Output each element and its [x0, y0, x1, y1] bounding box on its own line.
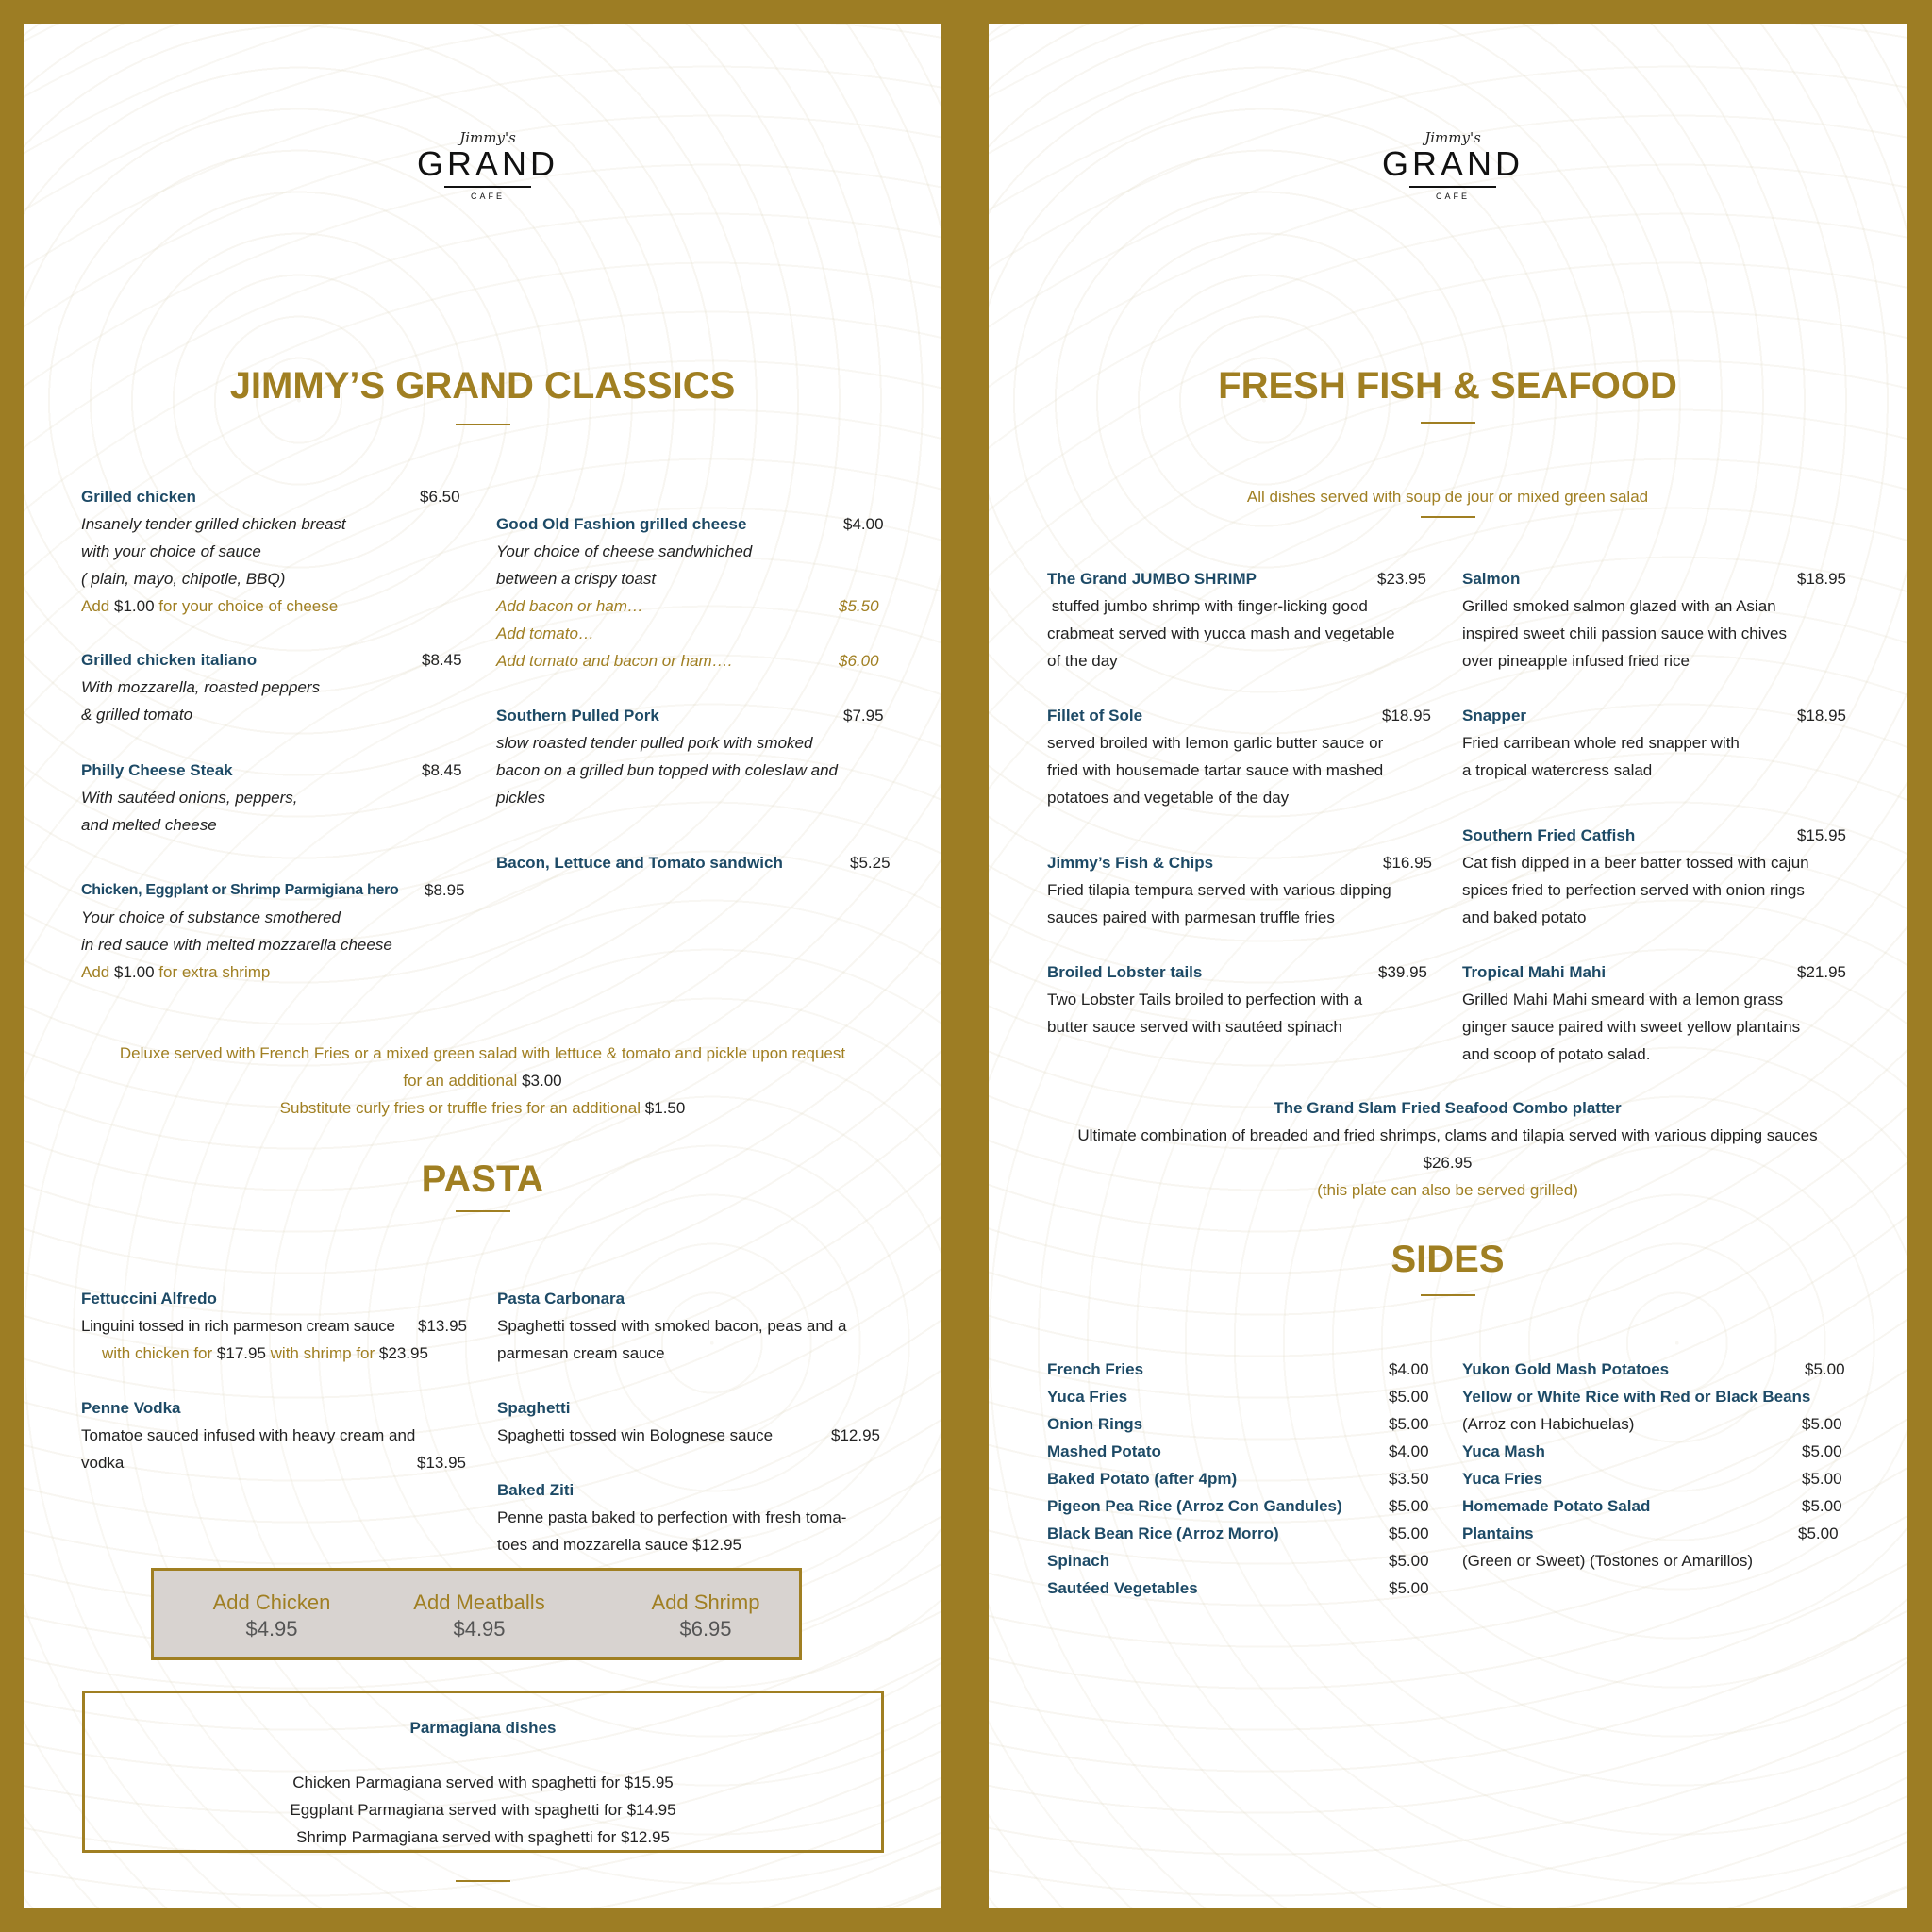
item-desc: Spaghetti tossed with smoked bacon, peas and a — [497, 1317, 847, 1335]
item-desc: and melted cheese — [81, 816, 217, 834]
side-price: $5.00 — [1389, 1497, 1429, 1515]
item-desc: Ultimate combination of breaded and fried shrimps, clams and tilapia served with various dipping sauces — [1077, 1126, 1818, 1144]
item-name: Jimmy’s Fish & Chips — [1047, 854, 1214, 872]
logo-rule — [444, 186, 531, 188]
side-name: Yuca Fries — [1047, 1388, 1128, 1406]
item-name: Good Old Fashion grilled cheese — [496, 515, 747, 533]
parmagiana-line: Eggplant Parmagiana served with spaghetti for $14.95 — [290, 1801, 676, 1819]
deluxe-text: for an additional — [403, 1072, 518, 1090]
item-desc: Fried tilapia tempura served with various dipping — [1047, 881, 1391, 899]
deluxe-line — [24, 1094, 941, 1122]
side-name: Sautéed Vegetables — [1047, 1579, 1198, 1597]
side-price: $5.00 — [1802, 1415, 1842, 1433]
logo-sub: CAFÉ — [470, 192, 505, 201]
seafood-divider — [1421, 422, 1475, 424]
parmagiana-line: Shrimp Parmagiana served with spaghetti for $12.95 — [296, 1828, 670, 1846]
deluxe-text: Substitute curly fries or truffle fries for an additional — [279, 1099, 641, 1117]
sides-title: SIDES — [1391, 1239, 1505, 1280]
bottom-divider — [456, 1880, 510, 1882]
addon-shrimp — [625, 1590, 786, 1642]
addon-label: Add Chicken — [212, 1591, 331, 1614]
note-divider — [1421, 516, 1475, 518]
side-price: $4.00 — [1389, 1442, 1429, 1460]
addon-meatballs — [390, 1590, 569, 1642]
item-price: $8.95 — [425, 881, 465, 899]
grand-cafe-logo — [389, 129, 587, 201]
item-desc: Your choice of cheese sandwhiched — [496, 542, 753, 560]
left-menu-page — [24, 24, 941, 1908]
item-price: $16.95 — [1383, 854, 1432, 872]
seafood-title: FRESH FISH & SEAFOOD — [1218, 365, 1677, 407]
item-price: $18.95 — [1382, 707, 1431, 724]
item-name: Grilled chicken — [81, 488, 196, 506]
item-price: $6.50 — [420, 488, 460, 506]
item-desc: a tropical watercress salad — [1462, 761, 1653, 779]
item-option: Add tomato… — [496, 625, 594, 642]
item-desc: Spaghetti tossed win Bolognese sauce — [497, 1426, 774, 1444]
addon-text: for your choice of cheese — [158, 597, 339, 615]
item-price: $13.95 — [417, 1454, 466, 1472]
item-desc: Penne pasta baked to perfection with fresh toma- — [497, 1508, 847, 1526]
item-price: $12.95 — [691, 1536, 741, 1554]
side-price: $5.00 — [1389, 1552, 1429, 1570]
side-price: $5.00 — [1389, 1579, 1429, 1597]
side-name: Spinach — [1047, 1552, 1110, 1570]
item-price: $4.00 — [843, 515, 884, 533]
item-name: Fettuccini Alfredo — [81, 1290, 217, 1307]
item-desc: sauces paired with parmesan truffle fries — [1047, 908, 1335, 926]
right-menu-page — [989, 24, 1907, 1908]
deluxe-line — [24, 1067, 941, 1094]
item-name: Grilled chicken italiano — [81, 651, 258, 669]
item-price: $5.25 — [850, 854, 891, 872]
side-price: $5.00 — [1802, 1470, 1842, 1488]
item-price: $8.45 — [422, 761, 462, 779]
deluxe-price: $1.50 — [644, 1099, 686, 1117]
item-desc-text: toes and mozzarella sauce — [497, 1536, 689, 1554]
side-price: $5.00 — [1805, 1360, 1845, 1378]
item-desc: ginger sauce paired with sweet yellow plantains — [1462, 1018, 1801, 1036]
item-price: $8.45 — [422, 651, 462, 669]
item-desc: Tomatoe sauced infused with heavy cream and — [81, 1426, 416, 1444]
item-desc: stuffed jumbo shrimp with finger-licking good — [1047, 597, 1368, 615]
side-name: Pigeon Pea Rice (Arroz Con Gandules) — [1047, 1497, 1342, 1515]
item-price: $39.95 — [1378, 963, 1427, 981]
addon-price: $4.95 — [245, 1617, 298, 1641]
side-price: $5.00 — [1802, 1497, 1842, 1515]
item-desc: parmesan cream sauce — [497, 1344, 665, 1362]
pasta-divider — [456, 1210, 510, 1212]
logo-rule — [1409, 186, 1496, 188]
item-addon-note — [81, 592, 338, 620]
side-price: $5.00 — [1802, 1442, 1842, 1460]
item-desc: Two Lobster Tails broiled to perfection with a — [1047, 991, 1363, 1008]
item-name: Chicken, Eggplant or Shrimp Parmigiana hero — [81, 882, 399, 898]
logo-sub: CAFÉ — [1435, 192, 1470, 201]
addon-text: for extra shrimp — [158, 963, 271, 981]
parmagiana-title: Parmagiana dishes — [409, 1719, 557, 1737]
addon-label: Add Shrimp — [651, 1591, 760, 1614]
item-name: Snapper — [1462, 707, 1527, 724]
item-desc: over pineapple infused fried rice — [1462, 652, 1690, 670]
side-name: French Fries — [1047, 1360, 1144, 1378]
item-note: (this plate can also be served grilled) — [1317, 1181, 1578, 1199]
item-desc: Fried carribean whole red snapper with — [1462, 734, 1740, 752]
item-desc: ( plain, mayo, chipotle, BBQ) — [81, 570, 286, 588]
item-addon-note — [81, 958, 270, 986]
item-desc: Your choice of substance smothered — [81, 908, 341, 926]
addon-price: $1.00 — [113, 597, 155, 615]
parmagiana-box — [82, 1690, 884, 1853]
item-name: Southern Pulled Pork — [496, 707, 659, 724]
item-name: Pasta Carbonara — [497, 1290, 625, 1307]
item-name: Salmon — [1462, 570, 1521, 588]
item-desc: between a crispy toast — [496, 570, 657, 588]
addon-price: $23.95 — [378, 1344, 428, 1362]
addon-label: Add Meatballs — [413, 1591, 545, 1614]
deluxe-line: Deluxe served with French Fries or a mixed green salad with lettuce & tomato and pickle upon request — [119, 1044, 846, 1062]
item-desc: butter sauce served with sautéed spinach — [1047, 1018, 1342, 1036]
side-name: Yellow or White Rice with Red or Black Beans — [1462, 1388, 1811, 1406]
side-name: Onion Rings — [1047, 1415, 1143, 1433]
item-desc: potatoes and vegetable of the day — [1047, 789, 1290, 807]
item-desc: vodka — [81, 1454, 125, 1472]
item-price: $21.95 — [1797, 963, 1846, 981]
item-name: Southern Fried Catfish — [1462, 826, 1636, 844]
item-desc: Insanely tender grilled chicken breast — [81, 515, 346, 533]
item-desc: bacon on a grilled bun topped with coleslaw and — [496, 761, 838, 779]
side-sub: (Arroz con Habichuelas) — [1462, 1415, 1635, 1433]
sides-divider — [1421, 1294, 1475, 1296]
item-price: $12.95 — [831, 1426, 880, 1444]
classics-title: JIMMY’S GRAND CLASSICS — [229, 365, 736, 407]
side-name: Plantains — [1462, 1524, 1534, 1542]
addon-text: with shrimp for — [270, 1344, 375, 1362]
side-name: Mashed Potato — [1047, 1442, 1161, 1460]
item-desc: served broiled with lemon garlic butter sauce or — [1047, 734, 1384, 752]
item-name: The Grand JUMBO SHRIMP — [1047, 570, 1257, 588]
parmagiana-line: Chicken Parmagiana served with spaghetti for $15.95 — [292, 1774, 674, 1791]
item-name: Fillet of Sole — [1047, 707, 1143, 724]
item-desc: pickles — [496, 789, 545, 807]
side-price: $5.00 — [1389, 1388, 1429, 1406]
item-price: $7.95 — [843, 707, 884, 724]
item-desc: Linguini tossed in rich parmeson cream sauce — [81, 1317, 395, 1335]
served-with-note: All dishes served with soup de jour or mixed green salad — [1246, 488, 1649, 506]
item-desc: spices fried to perfection served with onion rings — [1462, 881, 1805, 899]
item-name: The Grand Slam Fried Seafood Combo platter — [1274, 1099, 1622, 1117]
item-price: $23.95 — [1377, 570, 1426, 588]
side-name: Baked Potato (after 4pm) — [1047, 1470, 1238, 1488]
grand-cafe-logo — [1354, 129, 1552, 201]
item-name: Tropical Mahi Mahi — [1462, 963, 1607, 981]
side-price: $5.00 — [1798, 1524, 1839, 1542]
item-desc: Grilled Mahi Mahi smeard with a lemon grass — [1462, 991, 1784, 1008]
item-desc: & grilled tomato — [81, 706, 193, 724]
pasta-addons-box — [151, 1568, 802, 1660]
item-option-price: $6.00 — [839, 652, 879, 670]
logo-name: GRAND — [416, 144, 558, 183]
item-price: $13.95 — [418, 1317, 467, 1335]
addon-price: $6.95 — [679, 1617, 732, 1641]
item-option: Add bacon or ham… — [496, 597, 643, 615]
side-name: Homemade Potato Salad — [1462, 1497, 1651, 1515]
item-name: Philly Cheese Steak — [81, 761, 233, 779]
side-price: $5.00 — [1389, 1524, 1429, 1542]
addon-price: $4.95 — [453, 1617, 506, 1641]
side-name: Yuca Fries — [1462, 1470, 1543, 1488]
item-name: Spaghetti — [497, 1399, 571, 1417]
item-option-price: $5.50 — [839, 597, 879, 615]
pasta-title: PASTA — [421, 1158, 544, 1200]
item-desc: with your choice of sauce — [81, 542, 261, 560]
item-name: Broiled Lobster tails — [1047, 963, 1203, 981]
item-price: $15.95 — [1797, 826, 1846, 844]
addon-price: $17.95 — [216, 1344, 266, 1362]
side-name: Yuca Mash — [1462, 1442, 1545, 1460]
item-desc: With mozzarella, roasted peppers — [81, 678, 321, 696]
item-price: $18.95 — [1797, 707, 1846, 724]
item-name: Baked Ziti — [497, 1481, 575, 1499]
classics-divider — [456, 424, 510, 425]
logo-script: Jimmy's — [459, 129, 516, 146]
logo-name: GRAND — [1381, 144, 1524, 183]
item-desc: crabmeat served with yucca mash and vegetable — [1047, 625, 1395, 642]
item-option: Add tomato and bacon or ham…. — [496, 652, 733, 670]
side-price: $5.00 — [1389, 1415, 1429, 1433]
side-name: Black Bean Rice (Arroz Morro) — [1047, 1524, 1279, 1542]
addon-text: with chicken for — [102, 1344, 213, 1362]
item-desc: and baked potato — [1462, 908, 1587, 926]
addon-price: $1.00 — [113, 963, 155, 981]
item-desc: With sautéed onions, peppers, — [81, 789, 298, 807]
item-desc: and scoop of potato salad. — [1462, 1045, 1651, 1063]
item-price: $26.95 — [1423, 1154, 1473, 1172]
addon-chicken — [192, 1590, 352, 1642]
side-sub: (Green or Sweet) (Tostones or Amarillos) — [1462, 1552, 1753, 1570]
item-desc: of the day — [1047, 652, 1118, 670]
item-name: Penne Vodka — [81, 1399, 181, 1417]
item-addon-note — [102, 1340, 428, 1367]
side-price: $3.50 — [1389, 1470, 1429, 1488]
addon-text: Add — [81, 963, 110, 981]
item-desc: slow roasted tender pulled pork with smoked — [496, 734, 813, 752]
logo-script: Jimmy's — [1424, 129, 1481, 146]
side-price: $4.00 — [1389, 1360, 1429, 1378]
item-desc: Cat fish dipped in a beer batter tossed with cajun — [1462, 854, 1809, 872]
item-desc: Grilled smoked salmon glazed with an Asian — [1462, 597, 1776, 615]
item-desc: fried with housemade tartar sauce with mashed — [1047, 761, 1384, 779]
item-price: $18.95 — [1797, 570, 1846, 588]
item-desc: in red sauce with melted mozzarella cheese — [81, 936, 392, 954]
item-desc — [497, 1531, 741, 1558]
item-name: Bacon, Lettuce and Tomato sandwich — [496, 854, 783, 872]
side-name: Yukon Gold Mash Potatoes — [1462, 1360, 1670, 1378]
deluxe-price: $3.00 — [522, 1072, 562, 1090]
addon-text: Add — [81, 597, 110, 615]
item-desc: inspired sweet chili passion sauce with chives — [1462, 625, 1787, 642]
